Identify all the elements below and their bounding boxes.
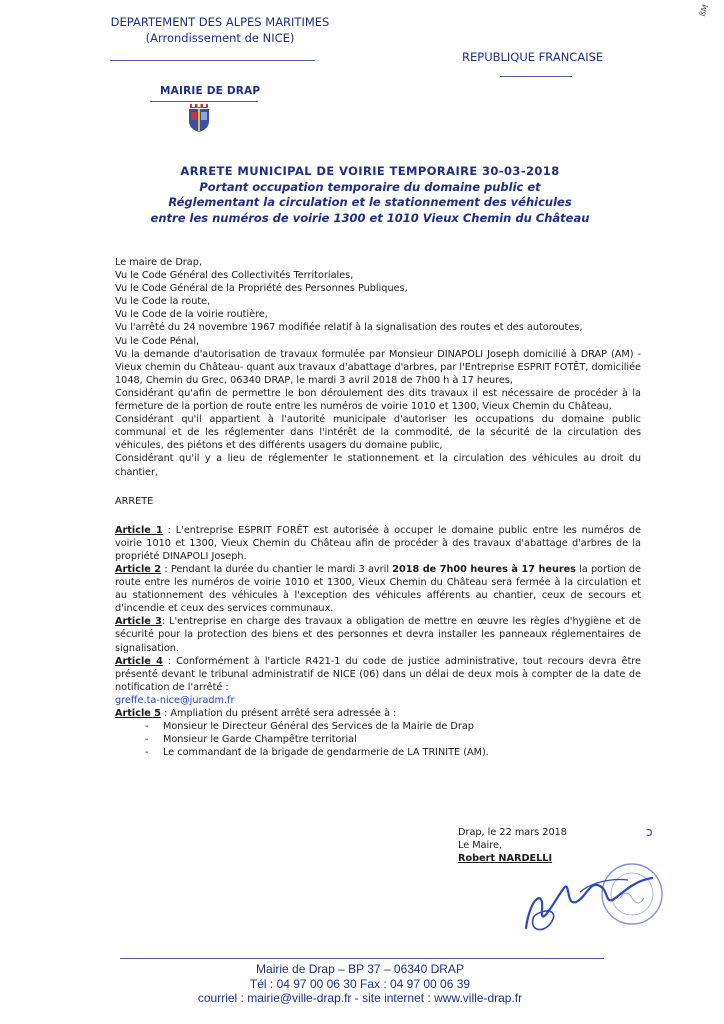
article-2: [115, 563, 641, 615]
department-name: DEPARTEMENT DES ALPES MARITIMES: [110, 15, 330, 29]
decree-body: [115, 256, 641, 759]
article-2-text-rest: la portion de route entre les numéros de voirie 1010 et 1300, Vieux Chemin du Château sera fermée à la circulation et au stationnement des véhicules à l'exception des véhicules afférents au chantier, ceux de secours et d'incendie et ceux des services communaux.: [115, 563, 641, 615]
header-rule-left: [110, 60, 315, 61]
article-4-label: Article 4: [115, 655, 163, 667]
decree-subtitle-2: Réglementant la circulation et le stationnement des véhicules: [168, 195, 572, 209]
footer-contact: courriel : mairie@ville-drap.fr - site internet : www.ville-drap.fr: [197, 991, 523, 1005]
decree-title-main: ARRETE MUNICIPAL DE VOIRIE TEMPORAIRE 30-03-2018: [180, 164, 560, 178]
preamble-line: Vu le Code Général des Collectivités Territoriales,: [115, 270, 354, 282]
preamble-line: Vu la demande d'autorisation de travaux formulée par Monsieur DINAPOLI Joseph domicilié à DRAP (AM) - Vieux chemin du Château- quant aux travaux d'abattage d'arbres, par l'Entreprise ESPRIT FOTÊT, domiciliée 1048, Chemin du Grec, 06340 DRAP, le mardi 3 avril 2018 de 7h00 h à 17 heures,: [115, 348, 641, 386]
article-1-label: Article 1: [115, 524, 163, 536]
preamble-line: Considérant qu'il appartient à l'autorité municipale d'autoriser les occupations du domaine public communal et de les réglementer dans l'intérêt de la commodité, de la sécurité de la circulation des véhicules, des piétons et des différents usagers du domaine public,: [115, 414, 641, 452]
article-3-label: Article 3: [115, 616, 162, 628]
mairie-title: MAIRIE DE DRAP: [160, 85, 261, 97]
article-2-text: : Pendant la durée du chantier le mardi 3 avril: [161, 563, 393, 575]
article-2-label: Article 2: [115, 563, 162, 575]
article-1-text: : L'entreprise ESPRIT FORÊT est autorisée à occuper le domaine public entre les numéros de voirie 1010 et 1300, Vieux Chemin du Château afin de procéder à des travaux d'abattage d'arbres de la propriété DINAPOLI Joseph.: [115, 524, 641, 562]
decree-subtitle-1: Portant occupation temporaire du domaine public et: [199, 179, 541, 194]
preamble-line: Considérant qu'afin de permettre le bon déroulement des dits travaux il est nécessaire de procéder à la fermeture de la portion de route entre les numéros de voirie 1010 et 1300, Vieux Chemin du Château,: [115, 387, 641, 413]
decree-subtitle-3: entre les numéros de voirie 1300 et 1010 Vieux Chemin du Château: [150, 210, 590, 225]
footer: [140, 962, 580, 1006]
preamble-line: Vu le Code de la voirie routière,: [115, 309, 268, 321]
article-4: [115, 655, 641, 694]
ampliation-list: [115, 720, 641, 759]
decree-title: [60, 164, 680, 226]
article-5-text: : Ampliation du présent arrêté sera adressée à :: [160, 708, 397, 719]
footer-rule: [120, 958, 604, 959]
article-4-text: : Conformément à l'article R421-1 du code de justice administrative, tout recours devra être présenté devant le tribunal administratif de NICE (06) dans un délai de deux mois à compter de la date de notification de l'arrêté :: [115, 655, 641, 693]
signature-name: Robert NARDELLI: [458, 853, 553, 864]
article-5: [115, 707, 641, 720]
mairie-rule: [150, 101, 258, 102]
header-rule-right: [500, 76, 572, 77]
article-4-email-line: [115, 694, 641, 707]
coat-of-arms-icon: [188, 104, 210, 132]
article-5-label: Article 5: [115, 708, 161, 719]
preamble-line: Considérant qu'il y a lieu de réglementer le stationnement et la circulation des véhicules au droit du chantier,: [115, 453, 641, 478]
tribunal-email-link[interactable]: greffe.ta-nice@juradm.fr: [115, 694, 235, 706]
preamble-line: Vu l'arrêté du 24 novembre 1967 modifiée relatif à la signalisation des routes et des autoroutes,: [115, 322, 583, 334]
mayor-signature-and-seal: [520, 858, 670, 938]
article-3: [115, 615, 641, 654]
preamble-line: Vu le Code la route,: [115, 296, 211, 308]
republique-header: REPUBLIQUE FRANCAISE: [462, 50, 604, 64]
article-2-hours: 2018 de 7h00 heures à 17 heures: [392, 563, 576, 575]
list-item: - Monsieur le Directeur Général des Services de la Mairie de Drap: [145, 720, 641, 733]
article-3-text: : L'entreprise en charge des travaux a obligation de mettre en œuvre les règles d'hygiène et de sécurité pour la protection des biens et des personnes et devra installer les panneaux réglementaires de signalisation.: [115, 616, 641, 654]
arrete-heading: ARRETE: [115, 495, 154, 507]
preamble-line: Vu le Code Général de la Propriété des Personnes Publiques,: [115, 283, 408, 295]
footer-address: Mairie de Drap – BP 37 – 06340 DRAP: [256, 962, 464, 976]
list-item: - Le commandant de la brigade de gendarmerie de LA TRINITE (AM).: [145, 746, 641, 759]
list-item: - Monsieur le Garde Champêtre territorial: [145, 733, 641, 746]
footer-phone-fax: Tél : 04 97 00 06 30 Fax : 04 97 00 06 39: [249, 976, 471, 991]
corner-mark: ßM: [697, 3, 711, 18]
signature-place-date: Drap, le 22 mars 2018: [458, 827, 567, 838]
arrondissement: (Arrondissement de NICE): [145, 31, 295, 45]
preamble-line: Le maire de Drap,: [115, 257, 202, 268]
preamble-line: Vu le Code Pénal,: [115, 335, 200, 347]
check-mark-icon: ↄ: [646, 825, 653, 839]
department-header: [105, 14, 335, 46]
signature-role: Le Maire,: [458, 840, 503, 851]
article-1: [115, 524, 641, 563]
